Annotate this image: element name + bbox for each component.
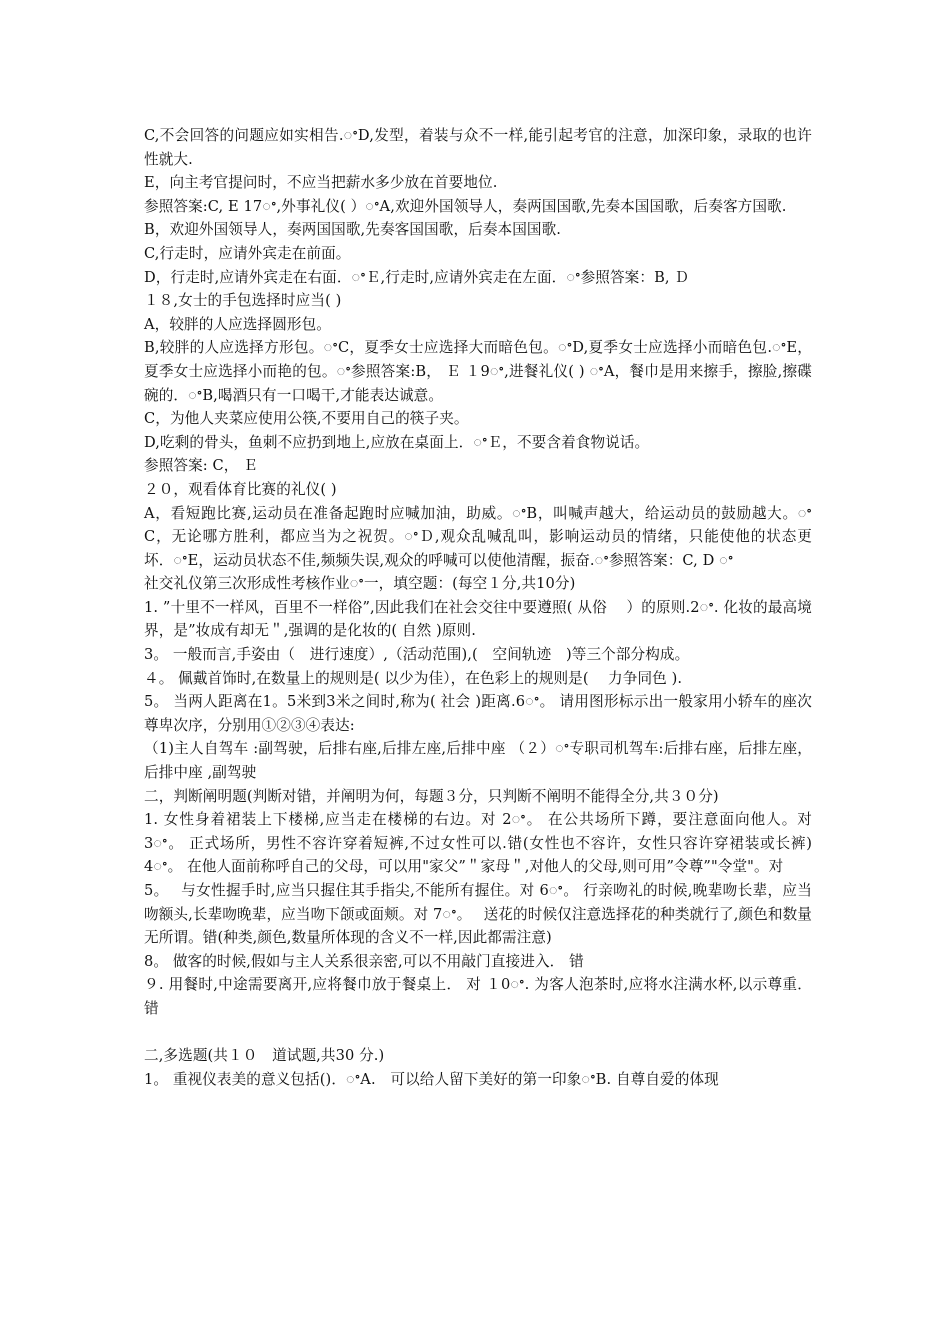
text-line: E，向主考官提问时，不应当把薪水多少放在首要地位. [144, 174, 498, 192]
text-line: C，为他人夹菜应使用公筷,不要用自己的筷子夹。 [144, 410, 469, 428]
document-body [144, 124, 812, 1091]
text-line: 1. 女性身着裙装上下楼梯,应当走在楼梯的右边。对 2ꢀ。 在公共场所下蹲，要注意面向他人。对 3ꢀ。 正式场所，男性不容许穿着短裤,不过女性可以.错(女性也不容许，女性只容许穿裙装或长裤)4ꢀ。 在他人面前称呼自己的父母，可以用"家父”＂家母＂,对他人的父母,则可用”令尊”"令堂"。对 [144, 811, 812, 876]
text-line: 1. ”十里不一样风，百里不一样俗”,因此我们在社会交往中要遵照( 从俗 ）的原则.2ꢀ. 化妆的最高境界，是”妆成有却无＂,强调的是化妆的( 自然 )原则. [144, 598, 812, 640]
text-line: C,行走时，应请外宾走在前面。 [144, 244, 351, 262]
text-line: ９. 用餐时,中途需要离开,应将餐巾放于餐桌上． 对 １0ꢀ. 为客人泡茶时,应将水注满水杯,以示尊重． 错 [144, 976, 812, 1017]
text-line: 参照答案:C, E 17ꢀ,外事礼仪( ）ꢀA,欢迎外国领导人，奏两国国歌,先奏本国国歌，后奏客方国歌. [144, 197, 787, 215]
text-line: 1。 重视仪表美的意义包括()．ꢀA. 可以给人留下美好的第一印象ꢀB. 自尊自爱的体现 [144, 1070, 719, 1088]
text-line: １８,女士的手包选择时应当( ) [144, 292, 342, 310]
section-heading: 二,多选题(共１０ 道试题,共30 分.) [144, 1047, 385, 1065]
blank-line [144, 1021, 812, 1045]
text-line: D，行走时,应请外宾走在右面．ꢀＥ,行走时,应请外宾走在左面．ꢀ参照答案：B, Ｄ [144, 268, 690, 286]
text-line: （1)主人自驾车 :副驾驶，后排右座,后排左座,后排中座 （２）ꢀ专职司机驾车:后排右座，后排左座，后排中座 ,副驾驶 [144, 740, 812, 782]
text-line: ２０，观看体育比赛的礼仪( ) [144, 480, 337, 498]
text-line: ４。 佩戴首饰时,在数量上的规则是( 以少为佳），在色彩上的规则是( 力争同色 ). [144, 669, 683, 687]
text-line: B，欢迎外国领导人，奏两国国歌,先奏客国国歌，后奏本国国歌. [144, 221, 562, 239]
text-line: 参照答案: C， Ｅ [144, 457, 258, 475]
text-line: A，较胖的人应选择圆形包。 [144, 315, 331, 333]
section-heading: 社交礼仪第三次形成性考核作业ꢀ一，填空题：(每空１分,共10分) [144, 575, 576, 593]
text-line: 5。 与女性握手时,应当只握住其手指尖,不能所有握住。对 6ꢀ。 行亲吻礼的时候,晚辈吻长辈，应当吻额头,长辈吻晚辈，应当吻下颌或面颊。对 7ꢀ。 送花的时候仅注意选择花的种类就行了,颜色和数量无所谓。错(种类,颜色,数量所体现的含义不一样,因此都需注意) [144, 882, 812, 947]
text-line: C,不会回答的问题应如实相告.ꢀD,发型，着装与众不一样,能引起考官的注意，加深印象，录取的也许性就大. [144, 127, 812, 168]
section-heading: 二，判断阐明题(判断对错，并阐明为何，每题３分，只判断不阐明不能得全分,共３０分) [144, 787, 719, 805]
text-line: 8。 做客的时候,假如与主人关系很亲密,可以不用敲门直接进入． 错 [144, 952, 584, 970]
text-line: B,较胖的人应选择方形包。ꢀC，夏季女士应选择大而暗色包。ꢀD,夏季女士应选择小而暗色包.ꢀE，夏季女士应选择小而艳的包。ꢀ参照答案:B， Ｅ １9ꢀ,进餐礼仪( ) ꢀA，餐巾是用来擦手，擦脸,擦碟碗的．ꢀB,喝酒只有一口喝干,才能表达诚意。 [144, 339, 812, 404]
text-line: 3。 一般而言,手姿由（ 进行速度）,（活动范围),( 空间轨迹 )等三个部分构成。 [144, 646, 690, 664]
text-line: D,吃剩的骨头，鱼刺不应扔到地上,应放在桌面上．ꢀＥ，不要含着食物说话。 [144, 433, 650, 451]
text-line: A，看短跑比赛,运动员在准备起跑时应喊加油，助威。ꢀB，叫喊声越大，给运动员的鼓励越大。ꢀC，无论哪方胜利，都应当为之祝贺。ꢀＤ,观众乱喊乱叫，影响运动员的情绪，只能使他的状态更坏．ꢀE，运动员状态不佳,频频失误,观众的呼喊可以使他清醒，振奋.ꢀ参照答案：C, D ꢀ [144, 504, 812, 569]
text-line: 5。 当两人距离在1。5米到3米之间时,称为( 社会 )距离.6ꢀ。 请用图形标示出一般家用小轿车的座次尊卑次序，分别用①②③④表达: [144, 693, 812, 734]
